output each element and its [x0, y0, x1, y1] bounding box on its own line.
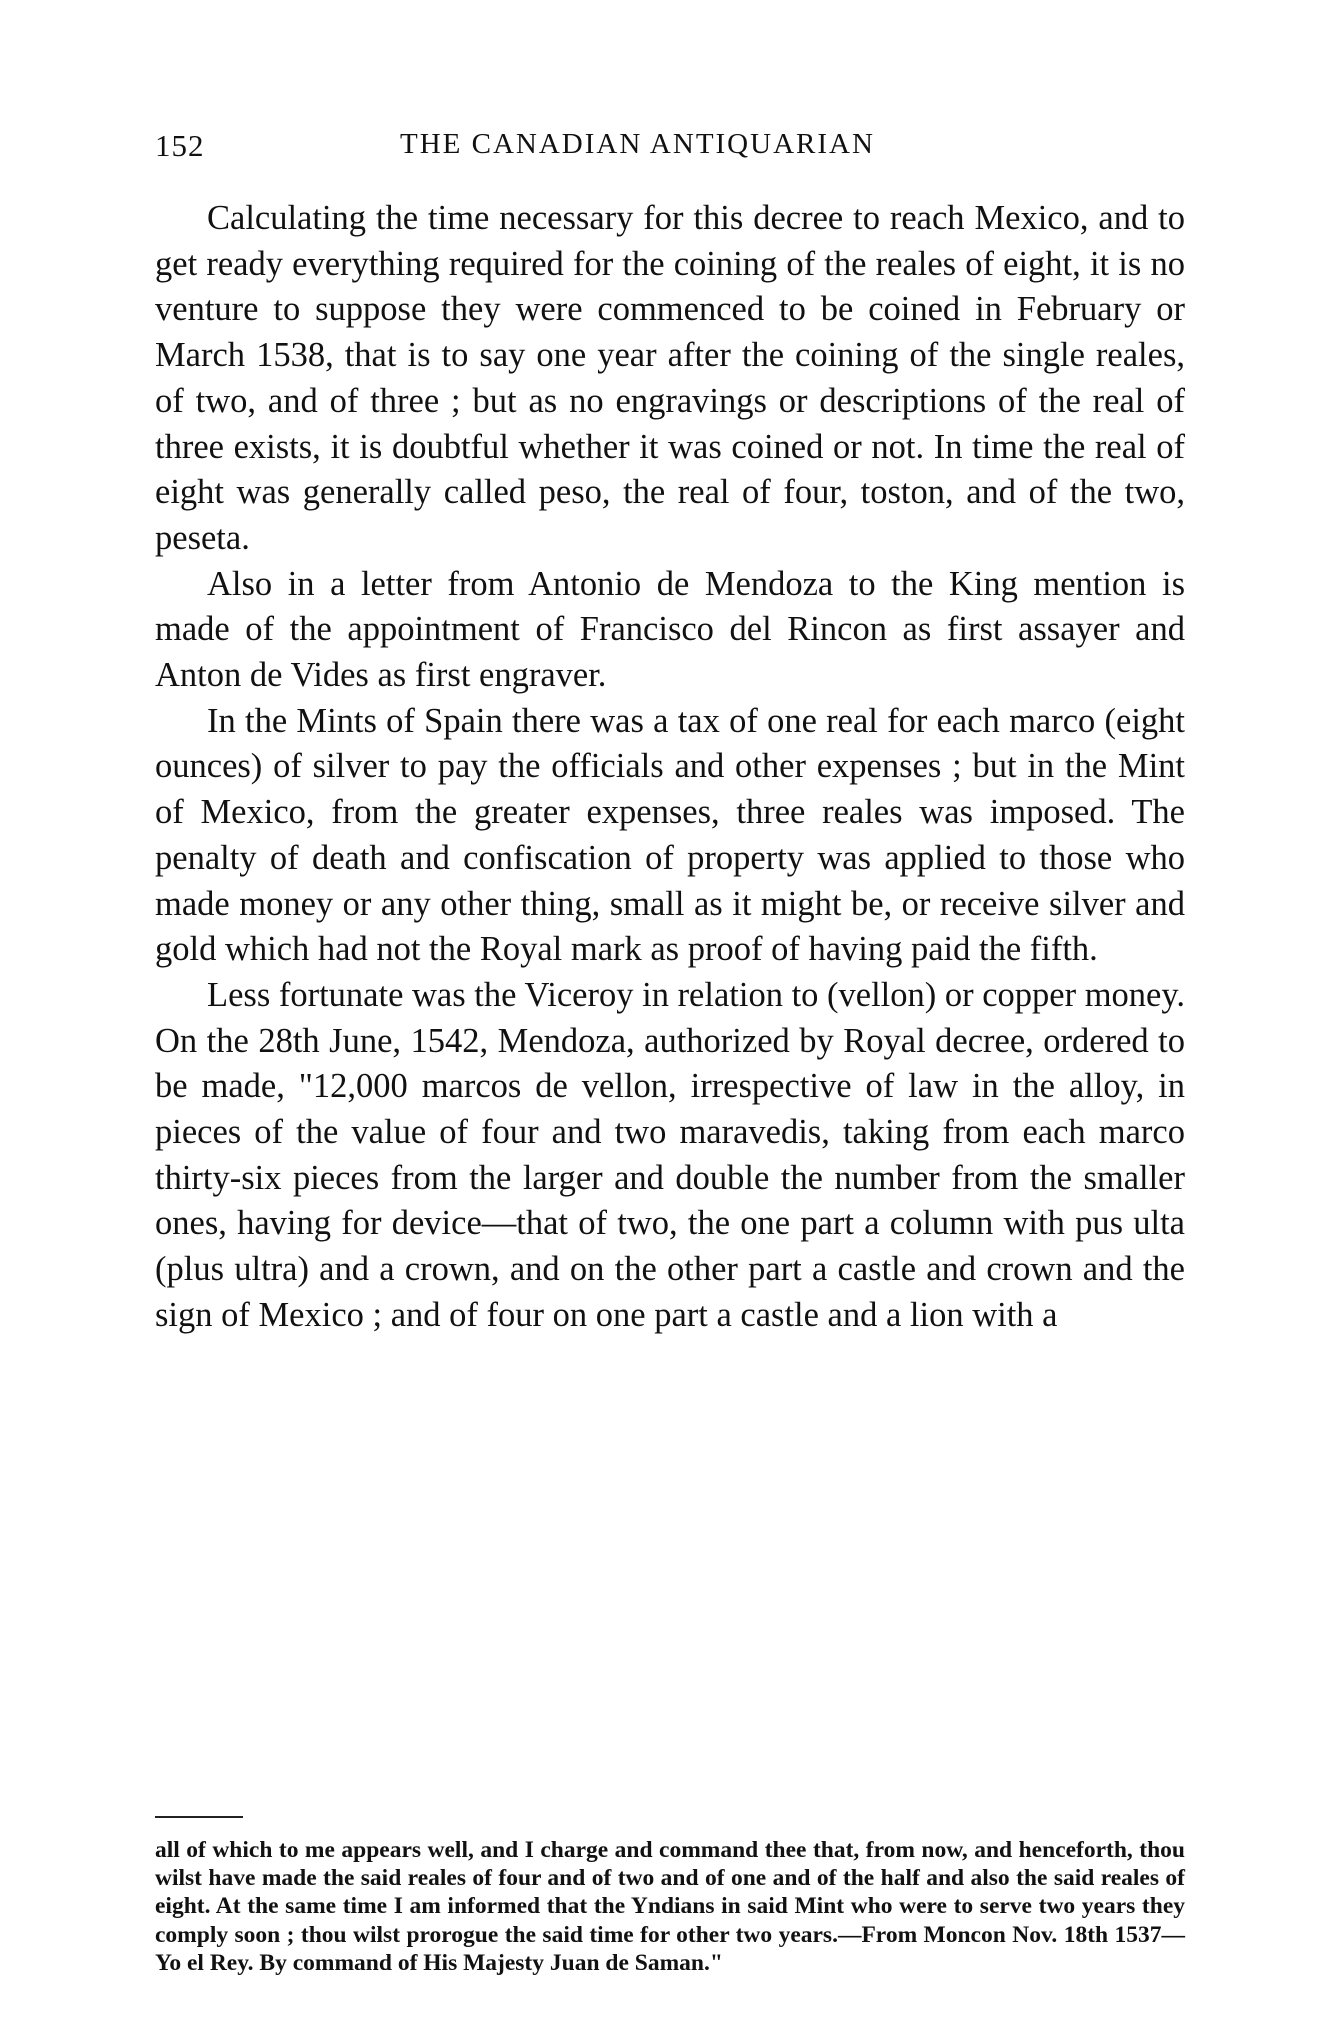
running-title: THE CANADIAN ANTIQUARIAN	[400, 128, 875, 160]
body-text	[155, 196, 1185, 1339]
page-header	[155, 128, 1185, 168]
footnote: all of which to me appears well, and I charge and command thee that, from now, and henceforth, thou wilst have made the said reales of four and of two and of one and of the half and also the said reales of eight. At the same time I am informed that the Yndians in said Mint who were to serve two years they comply soon ; thou wilst prorogue the said time for other two years.—From Moncon Nov. 18th 1537—Yo el Rey. By command of His Majesty Juan de Saman."	[155, 1837, 1185, 1976]
paragraph-mint-tax: In the Mints of Spain there was a tax of one real for each marco (eight ounces) of silver to pay the officials and other expenses ; but in the Mint of Mexico, from the greater expenses, three reales was imposed. The penalty of death and confiscation of property was applied to those who made money or any other thing, small as it might be, or receive silver and gold which had not the Royal mark as proof of having paid the fifth.	[155, 701, 1185, 969]
paragraph-copper-money: Less fortunate was the Viceroy in relation to (vellon) or copper money. On the 28th June, 1542, Mendoza, authorized by Royal decree, ordered to be made, "12,000 marcos de vellon, irrespective of law in the alloy, in pieces of the value of four and two maravedis, taking from each marco thirty-six pieces from the larger and double the number from the smaller ones, having for device—that of two, the one part a column with pus ulta (plus ultra) and a crown, and on the other part a castle and crown and the sign of Mexico ; and of four on one part a castle and a lion with a	[155, 975, 1185, 1334]
page-number: 152	[155, 128, 205, 163]
paragraph-mendoza-letter: Also in a letter from Antonio de Mendoza to the King mention is made of the appointment of Francisco del Rincon as first assayer and Anton de Vides as first engraver.	[155, 564, 1185, 695]
footnote-divider	[155, 1816, 243, 1818]
paragraph-coining-dates: Calculating the time necessary for this decree to reach Mexico, and to get ready everything required for the coining of the reales of eight, it is no venture to suppose they were commenced to be coined in February or March 1538, that is to say one year after the coining of the single reales, of two, and of three ; but as no engravings or descriptions of the real of three exists, it is doubtful whether it was coined or not. In time the real of eight was generally called peso, the real of four, toston, and of the two, peseta.	[155, 199, 1185, 557]
